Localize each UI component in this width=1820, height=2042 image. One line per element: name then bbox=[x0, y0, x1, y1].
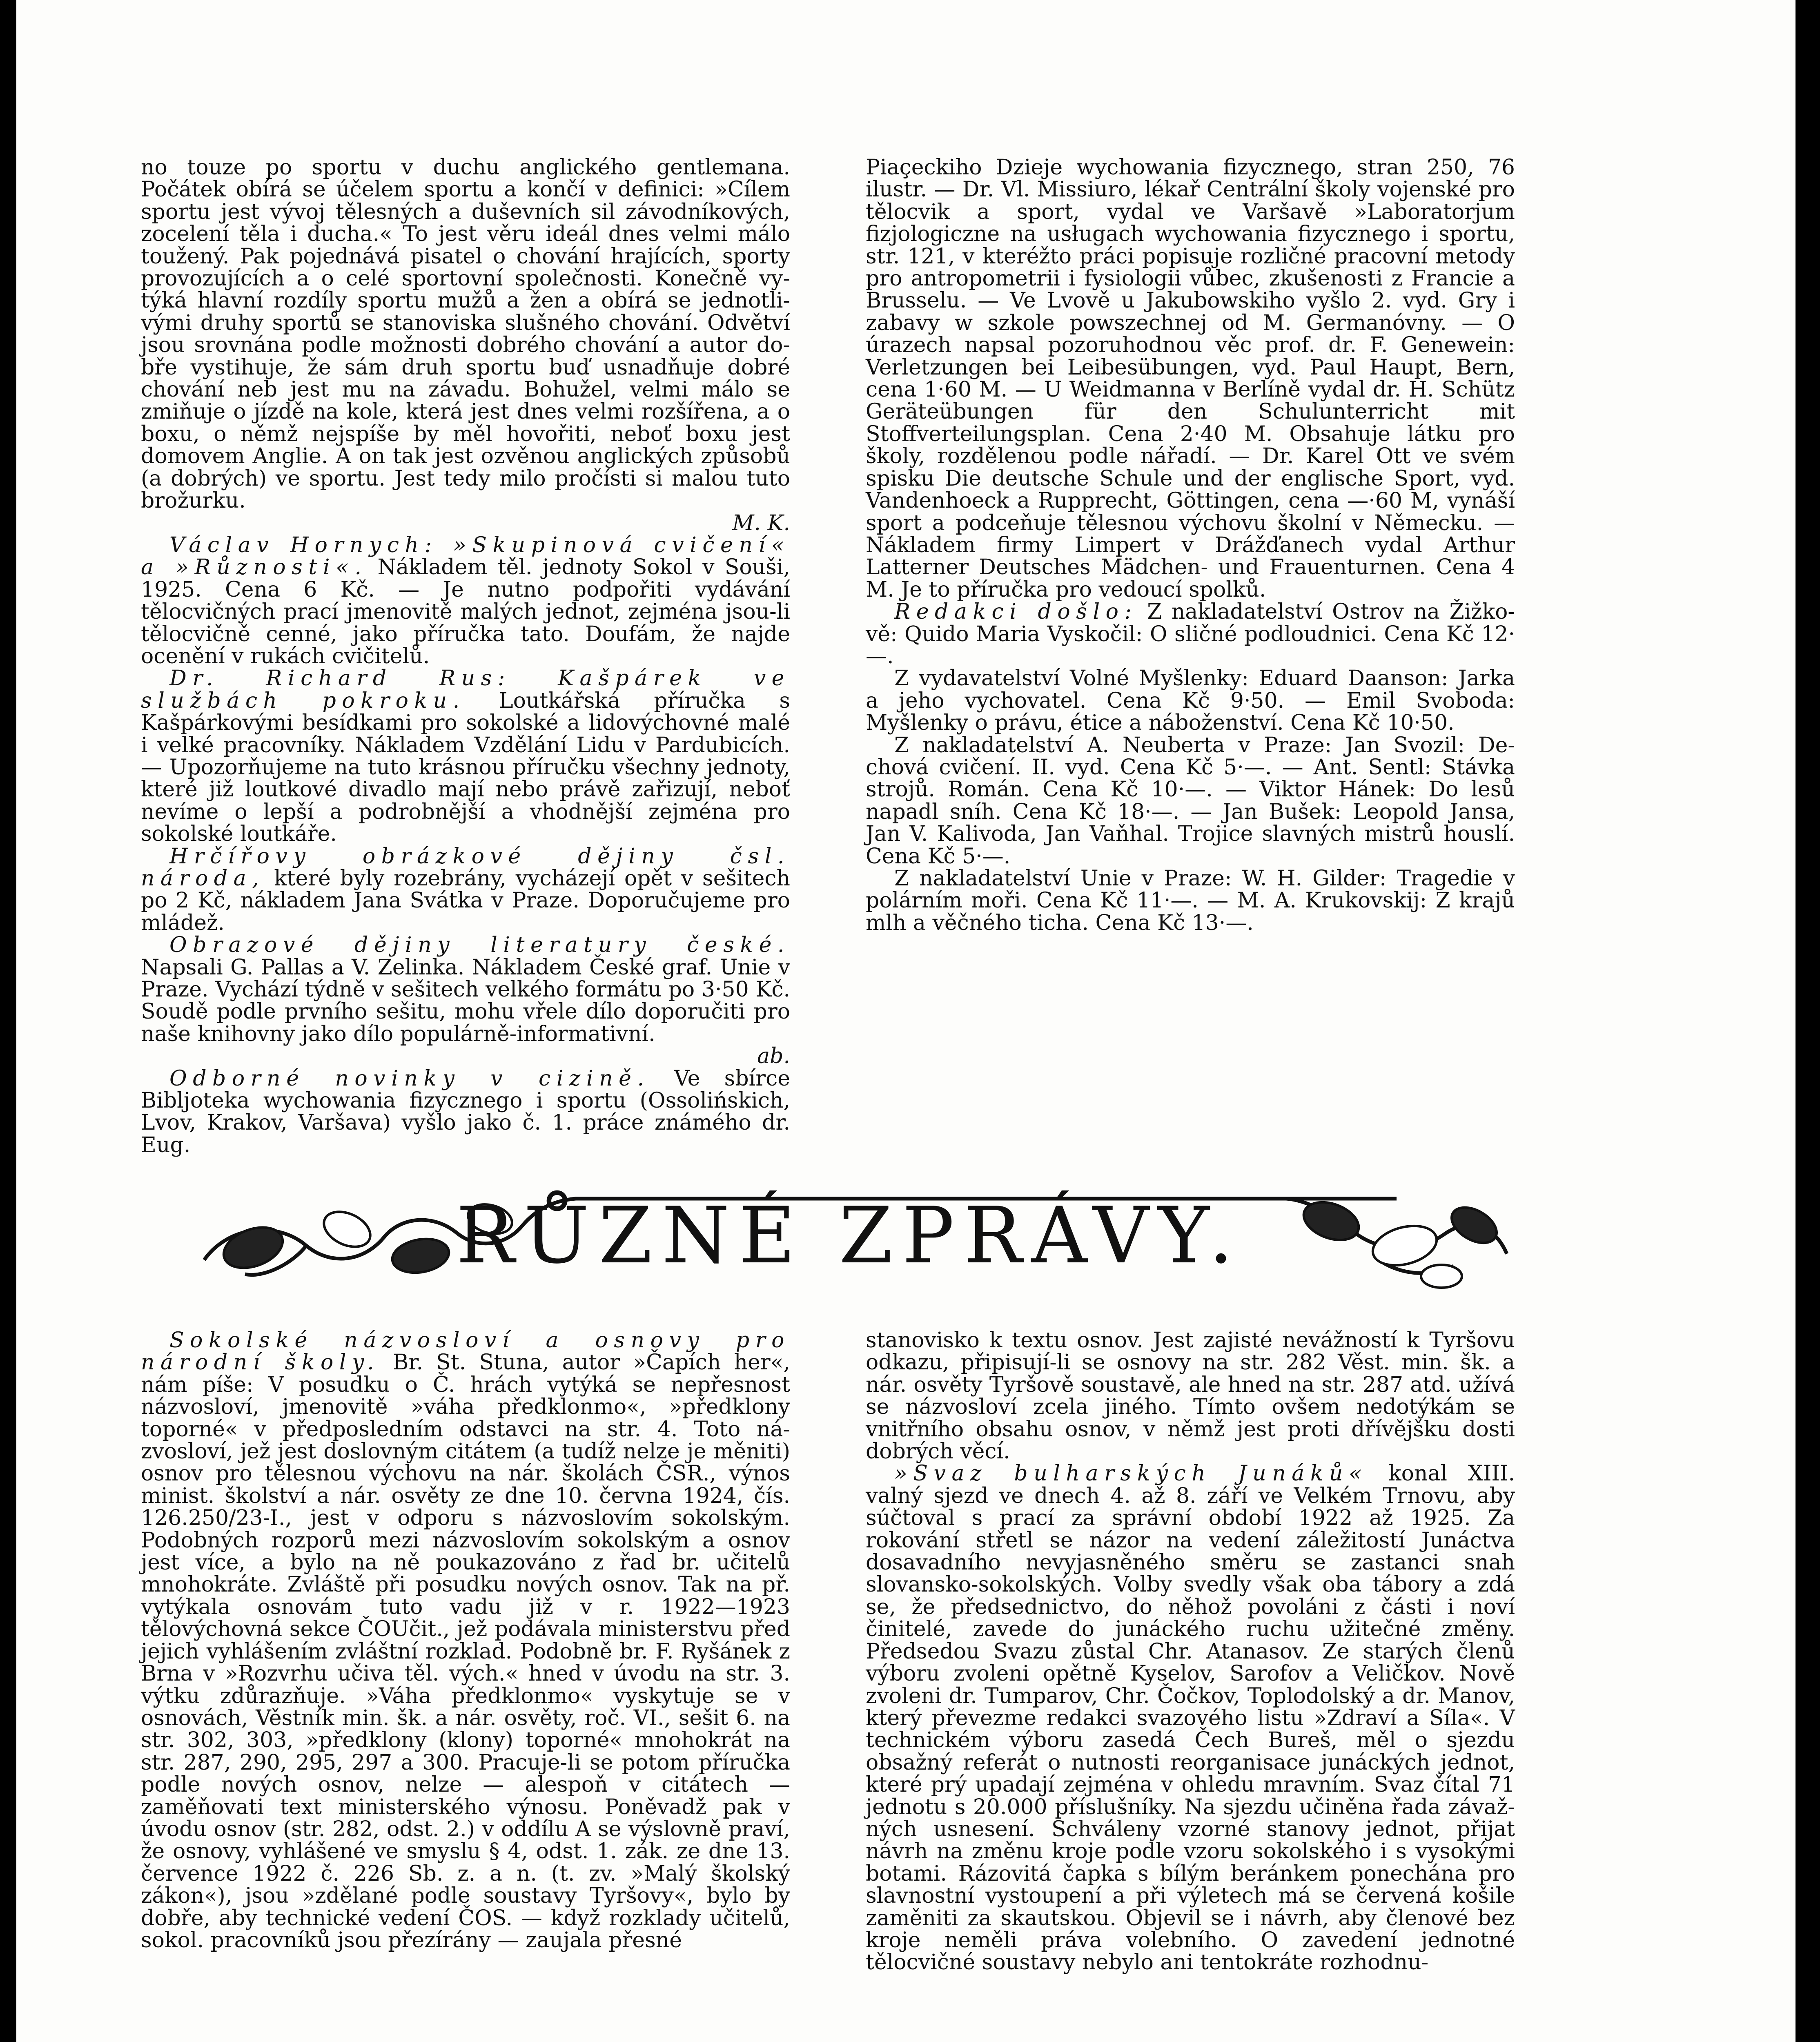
article-heading: Odborné novinky v cizině. bbox=[169, 1066, 650, 1091]
article-paragraph bbox=[141, 1068, 790, 1157]
article-text: Napsali G. Pallas a V. Zelinka. Nákladem České graf. Unie v Praze. Vychází týdně v sešitech velkého formátu po 3·50 Kč. Soudě podle prvního sešitu, mohu vřele dílo doporučiti pro naše knihovny jako dílo populárně-informativní. bbox=[141, 955, 790, 1046]
article-text: Ve sbírce Bibljoteka wychowania fizycznego i sportu (Ossolińskich, Lvov, Krakov, Varšava) vyšlo jako č. 1. práce známého dr. Eug. bbox=[141, 1066, 790, 1157]
article-paragraph bbox=[141, 667, 790, 845]
article-text: Br. St. Stuna, autor »Čapích her«, nám píše: V posudku o Č. hrách vytýká se nepřesnost názvosloví, jmenovitě »váha předklonmo«, »předklony toporné« v předposledním odstavci na str. 4. Toto názvosloví, jež jest doslovným citátem (a tudíž nelze je měniti) osnov pro tělesnou výchovu na nár. školách ČSR., výnos minist. školství a nár. osvěty ze dne 10. června 1924, čís. 126.250/23-I., jest v odporu s názvoslovím sokolským. Podobných rozporů mezi názvoslovím sokolským a osnov jest více, a bylo na ně poukazováno z řad br. učitelů mnohokráte. Zvláště při posudku nových osnov. Tak na př. vytýkala osnovám tuto vadu již v r. 1922—1923 tělovýchovná sekce ČOUčit., jež podávala ministerstvu před jejich vyhlášením zvláštní rozklad. Podobně br. F. Ryšánek z Brna v »Rozvrhu učiva těl. vých.« hned v úvodu na str. 3. výtku zdůrazňuje. »Váha předklonmo« vyskytuje se v osnovách, Věstník min. šk. a nár. osvěty, roč. VI., sešit 6. na str. 302, 303, »předklony (klony) toporné« mnohokrát na str. 287, 290, 295, 297 a 300. Pracuje-li se potom příručka podle nových osnov, nelze — alespoň v citátech — zaměňovati text ministerského výnosu. Poněvadž pak v úvodu osnov (str. 282, odst. 2.) v oddílu A se výslovně praví, že osnovy, vyhlášené ve smyslu § 4, odst. 1. zák. ze dne 13. července 1922 č. 226 Sb. z. a n. (t. zv. »Malý školský zákon«), jsou »zdělané podle soustavy Tyršovy«, bylo by dobře, aby technické vedení ČOS. — když rozklady učitelů, sokol. pracovníků jsou přezírány — zaujala přesné bbox=[141, 1350, 790, 1953]
article-text: které byly rozebrány, vycházejí opět v sešitech po 2 Kč, nákladem Jana Svátka v Praze. Doporučujeme pro mládež. bbox=[141, 866, 790, 935]
article-text: Z vydavatelství Volné Myšlenky: Eduard Daanson: Jarka a jeho vychovatel. Cena Kč 9·50. — Emil Svoboda: Myšlenky o právu, étice a náboženství. Cena Kč 10·50. bbox=[866, 666, 1515, 736]
article-heading: Dr. Richard Rus: Kašpárek ve službách pokroku. bbox=[141, 666, 790, 713]
article-text: stanovisko k textu osnov. Jest zajisté nevážností k Tyršovu odkazu, připisují-li se osnovy na str. 282 Věst. min. šk. a nár. osvěty Tyršově soustavě, ale hned na str. 287 atd. užívá se názvosloví zcela jiného. Tímto ovšem nedotýkám se vnitřního obsahu osnov, v němž jest proti dřívějšku dosti dobrých věcí. bbox=[866, 1328, 1515, 1464]
article-text: Loutkářská příručka s Kašpárkovými besídkami pro sokolské a lidovýchovné malé i velké pracovníky. Nákladem Vzdělání Lidu v Pardubicích. — Upozorňujeme na tuto krásnou příručku všechny jednoty, které již loutkové divadlo mají nebo právě zařizují, neboť nevíme o lepší a podrobnější a vhodnější zejména pro sokolské loutkáře. bbox=[141, 688, 791, 847]
column-top-right bbox=[866, 156, 1515, 934]
article-text: Piaçeckiho Dzieje wychowania fizycznego, stran 250, 76 ilustr. — Dr. Vl. Missiuro, lékař Centrální školy vojenské pro tělocvik a sport, vydal ve Varšavě »Laboratorjum fizjologiczne na usługach wychowania fizycznego i sportu, str. 121, v kteréžto práci popisuje rozličné pracovní metody pro antropometrii i fysiologii vůbec, zkušenosti z Francie a Brusselu. — Ve Lvově u Jakubowskiho vyšlo 2. vyd. Gry i zabavy w szkole powszechnej od M. Germanóvny. — O úrazech napsal pozoruhodnou věc prof. dr. F. Genewein: Verletzungen bei Leibesübungen, vyd. Paul Haupt, Bern, cena 1·60 M. — U Weidmanna v Berlíně vydal dr. H. Schütz Geräteübungen für den Schulunterricht mit Stoffverteilungsplan. Cena 2·40 M. Obsahuje látku pro školy, rozdělenou podle nářadí. — Dr. Karel Ott ve svém spisku Die deutsche Schule und der englische Sport, vyd. Vandenhoeck a Rupprecht, Göttingen, cena —·60 M, vynáší sport a podceňuje tělesnou výchovu školní v Německu. — Nákladem firmy Limpert v Drážďanech vydal Arthur Latterner Deutsches Mädchen- und Frauenturnen. Cena 4 M. Je to příručka pro vedoucí spolků. bbox=[866, 155, 1515, 602]
article-paragraph bbox=[866, 667, 1515, 734]
article-text: Z nakladatelství Unie v Praze: W. H. Gilder: Tragedie v polárním moři. Cena Kč 11·—. — M. A. Krukovskij: Z krajů mlh a věčného ticha. Cena Kč 13·—. bbox=[866, 866, 1515, 935]
article-paragraph bbox=[141, 934, 790, 1045]
article-paragraph bbox=[141, 156, 790, 512]
article-paragraph bbox=[141, 845, 790, 934]
article-text: Z nakladatelství Ostrov na Žižkově: Quido Maria Vyskočil: O sličné podloudnici. Cena Kč 12·—. bbox=[866, 600, 1515, 669]
article-text: no touze po sportu v duchu anglického gentlemana. Počátek obírá se účelem sportu a končí v definici: »Cílem sportu jest vývoj tělesných a duševních sil závodníkových, zocelení těla i ducha.« To jest věru ideál dnes velmi málo toužený. Pak pojednává pisatel o chování hrajících, sporty provozujících a o celé sportovní společnosti. Konečně vytýká hlavní rozdíly sportu mužů a žen a obírá se jednotlivými druhy sportů se stanoviska slušného chování. Odvětví jsou srovnána podle možnosti dobrého chování a autor dobře vystihuje, že sám druh sportu buď usnadňuje dobré chování neb jest mu na závadu. Bohužel, velmi málo se zmiňuje o jízdě na kole, která jest dnes velmi rozšířena, a o boxu, o němž nejspíše by měl hovořiti, neboť boxu jest domovem Anglie. A on tak jest ozvěnou anglických způsobů (a dobrých) ve sportu. Jest tedy milo pročísti si malou tuto brožurku. bbox=[141, 155, 790, 513]
article-heading: Sokolské názvosloví a osnovy pro národní školy. bbox=[141, 1328, 790, 1375]
article-paragraph bbox=[866, 867, 1515, 934]
article-heading: »Svaz bulharských Junáků« bbox=[894, 1461, 1368, 1486]
article-signature: M. K. bbox=[732, 510, 790, 535]
article-paragraph bbox=[866, 156, 1515, 601]
article-paragraph bbox=[866, 601, 1515, 667]
article-text: Nákladem těl. jednoty Sokol v Souši, 1925. Cena 6 Kč. — Je nutno podpořiti vydávání tělocvičných prací jmenovitě malých jednot, zejména jsou-li tělocvičně cenné, jako příručka tato. Doufám, že najde ocenění v rukách cvičitelů. bbox=[141, 555, 790, 669]
article-heading: Václav Hornych: »Skupinová cvičení« a »Různosti«. bbox=[141, 533, 790, 580]
section-title: RŮZNÉ ZPRÁVY. bbox=[456, 1190, 1243, 1281]
article-paragraph bbox=[866, 734, 1515, 867]
column-bottom-right bbox=[866, 1329, 1515, 1974]
article-heading: Hrčířovy obrázkové dějiny čsl. národa, bbox=[141, 844, 790, 891]
article-text: Z nakladatelství A. Neuberta v Praze: Jan Svozil: Dechová cvičení. II. vyd. Cena Kč 5·—. — Ant. Sentl: Stávka strojů. Román. Cena Kč 10·—. — Viktor Hánek: Do lesů napadl sníh. Cena Kč 18·—. — Jan Bušek: Leopold Jansa, Jan V. Kalivoda, Jan Vaňhal. Trojice slavných mistrů houslí. Cena Kč 5·—. bbox=[866, 733, 1515, 869]
article-heading: Obrazové dějiny literatury české. bbox=[169, 933, 790, 958]
article-text: konal XIII. valný sjezd ve dnech 4. až 8. září ve Velkém Trnovu, aby súčtoval s prací za správní období 1922 až 1925. Za rokování střetl se názor na vedení záležitostí Junáctva dosavadního nevyjasněného směru se zastanci snah slovansko-sokolských. Volby svedly však oba tábory a zdá se, že předsednictvo, do něhož povoláni z části i noví činitelé, zavede do junáckého ruchu užitečné změny. Předsedou Svazu zůstal Chr. Atanasov. Ze starých členů výboru zvoleni opětně Kyselov, Sarofov a Veličkov. Nově zvoleni dr. Tumparov, Chr. Čočkov, Toplodolský a dr. Manov, který převezme redakci svazového listu »Zdraví a Síla«. V technickém výboru zasedá Čech Bureš, měl o sjezdu obsažný referát o nutnosti reorganisace junáckých jednot, které prý upadají zejména v ohledu mravním. Svaz čítal 71 jednotu s 20.000 příslušníky. Na sjezdu učiněna řada závažných usnesení. Schváleny vzorné stanovy jednot, přijat návrh na změnu kroje podle vzoru sokolského i s vysokými botami. Rázovitá čapka s bílým beránkem ponechána pro slavnostní vystoupení a při výletech má se červená košile zaměniti za skautskou. Objevil se i návrh, aby členové bez kroje neměli práva volebního. O zavedení jednotné tělocvičné soustavy nebylo ani tentokráte rozhodnu- bbox=[866, 1461, 1515, 1975]
column-top-left bbox=[141, 156, 790, 1156]
article-signature: ab. bbox=[757, 1044, 790, 1069]
article-paragraph bbox=[866, 1329, 1515, 1462]
article-paragraph bbox=[141, 534, 790, 667]
section-banner bbox=[172, 1176, 1527, 1295]
article-paragraph bbox=[141, 1329, 790, 1951]
column-bottom-left bbox=[141, 1329, 790, 1951]
article-heading: Redakci došlo: bbox=[894, 600, 1138, 624]
article-paragraph bbox=[866, 1462, 1515, 1973]
